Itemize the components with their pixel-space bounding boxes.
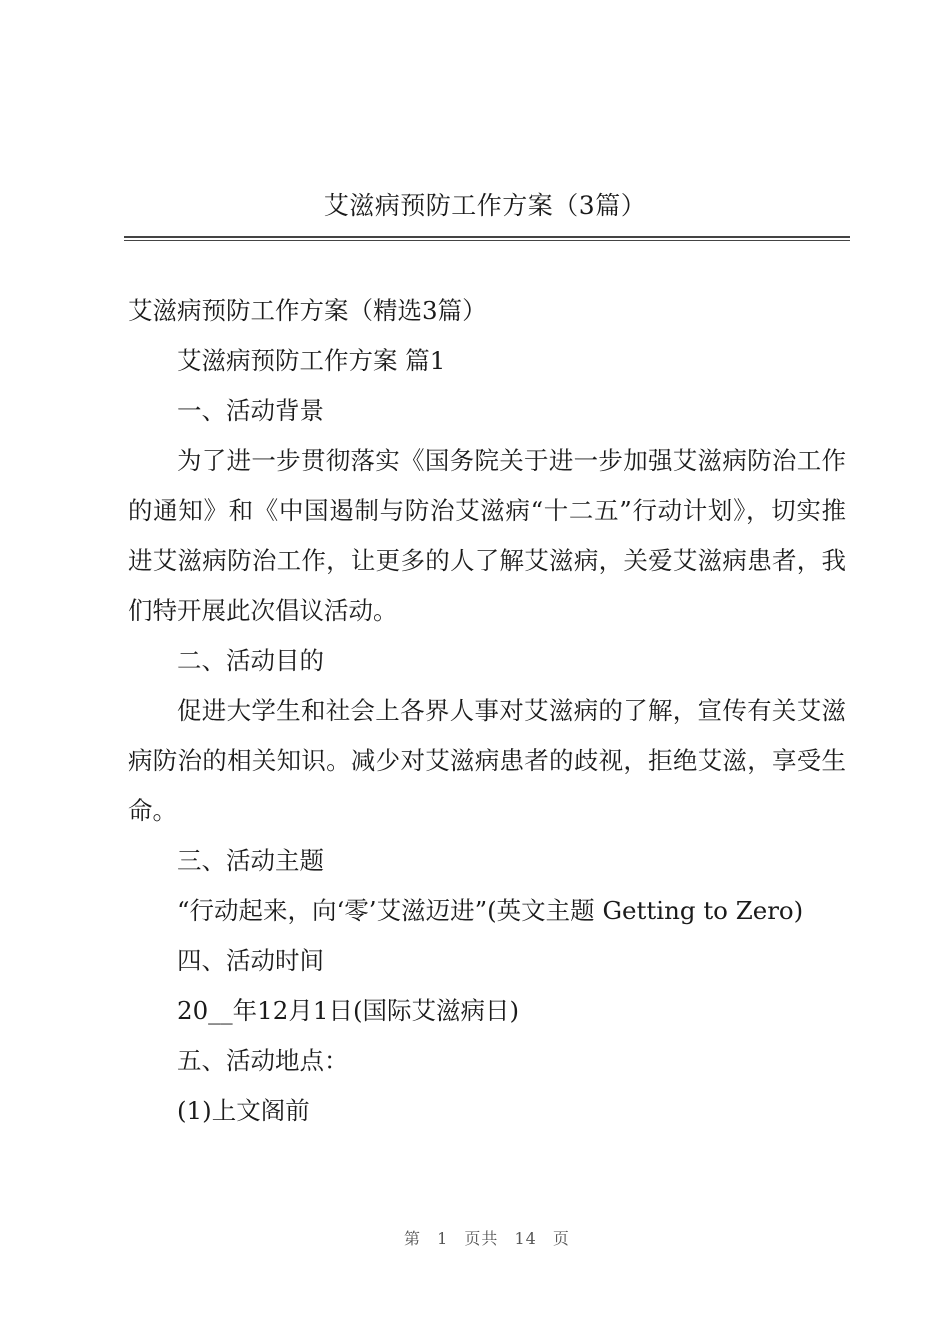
- paragraph: 20__年12月1日(国际艾滋病日): [177, 996, 520, 1025]
- subsection-heading: 三、活动主题: [177, 846, 324, 875]
- subsection-heading: 一、活动背景: [177, 396, 324, 425]
- subsection-heading: 五、活动地点：: [177, 1046, 349, 1075]
- page-footer: 第 1 页共 14 页: [404, 1229, 570, 1248]
- paragraph: 促进大学生和社会上各界人事对艾滋病的了解，宣传有关艾滋病防治的相关知识。减少对艾滋病患者的歧视，拒绝艾滋，享受生命。: [128, 696, 846, 825]
- header-divider: [124, 236, 850, 241]
- subsection-heading: 二、活动目的: [177, 646, 324, 675]
- document-title: 艾滋病预防工作方案（精选3篇）: [128, 296, 487, 325]
- subsection-heading: 四、活动时间: [177, 946, 324, 975]
- paragraph: (1)上文阁前: [177, 1096, 310, 1125]
- document-body: [128, 286, 846, 1136]
- section-heading: 艾滋病预防工作方案 篇1: [177, 346, 446, 375]
- page-header-title: 艾滋病预防工作方案（3篇）: [323, 191, 647, 220]
- paragraph: 为了进一步贯彻落实《国务院关于进一步加强艾滋病防治工作的通知》和《中国遏制与防治艾滋病“十二五”行动计划》，切实推进艾滋病防治工作，让更多的人了解艾滋病，关爱艾滋病患者，我们特开展此次倡议活动。: [128, 446, 846, 625]
- paragraph: “行动起来，向‘零’艾滋迈进”(英文主题 Getting to Zero): [177, 896, 804, 925]
